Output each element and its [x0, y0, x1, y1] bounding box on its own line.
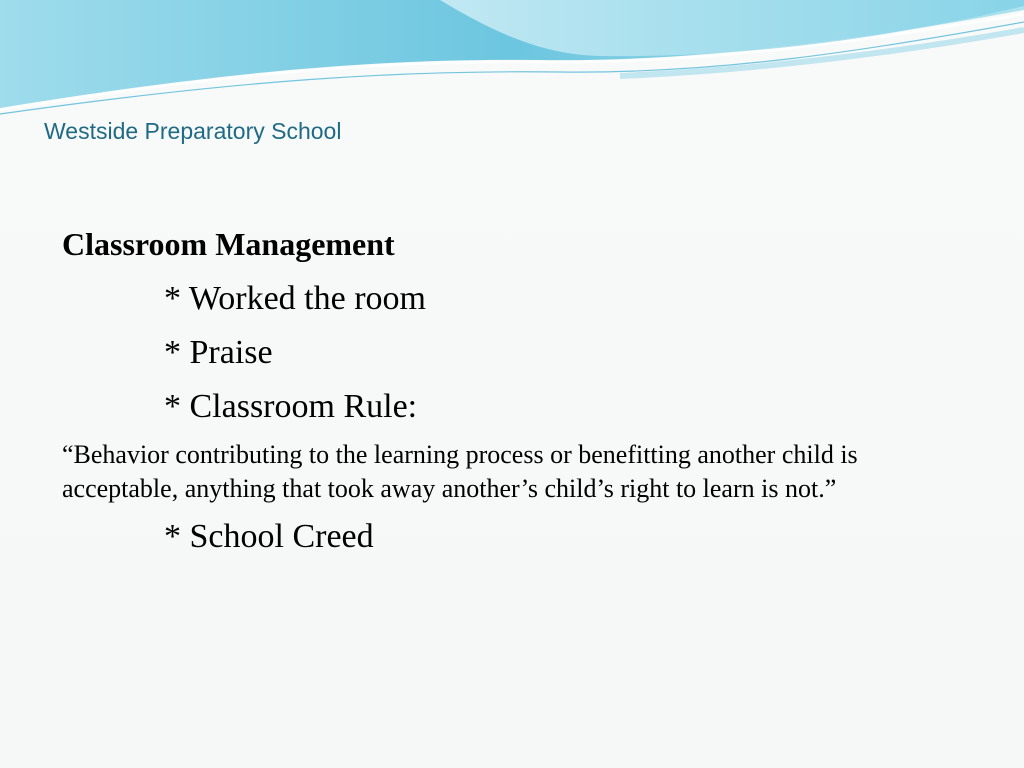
header-title: Westside Preparatory School — [44, 118, 342, 144]
classroom-rule-quote: “Behavior contributing to the learning process or benefitting another child is acceptable, anything that took away another’s child’s right to learn is not.” — [62, 440, 858, 503]
bullet-item: * School Creed — [164, 518, 374, 555]
bullet-item: * Classroom Rule: — [164, 388, 418, 425]
bullet-item: * Worked the room — [164, 280, 426, 317]
bullet-item: * Praise — [164, 334, 273, 371]
header-wave-decoration — [0, 0, 1024, 120]
slide-content — [62, 222, 982, 564]
section-heading: Classroom Management — [62, 226, 395, 262]
